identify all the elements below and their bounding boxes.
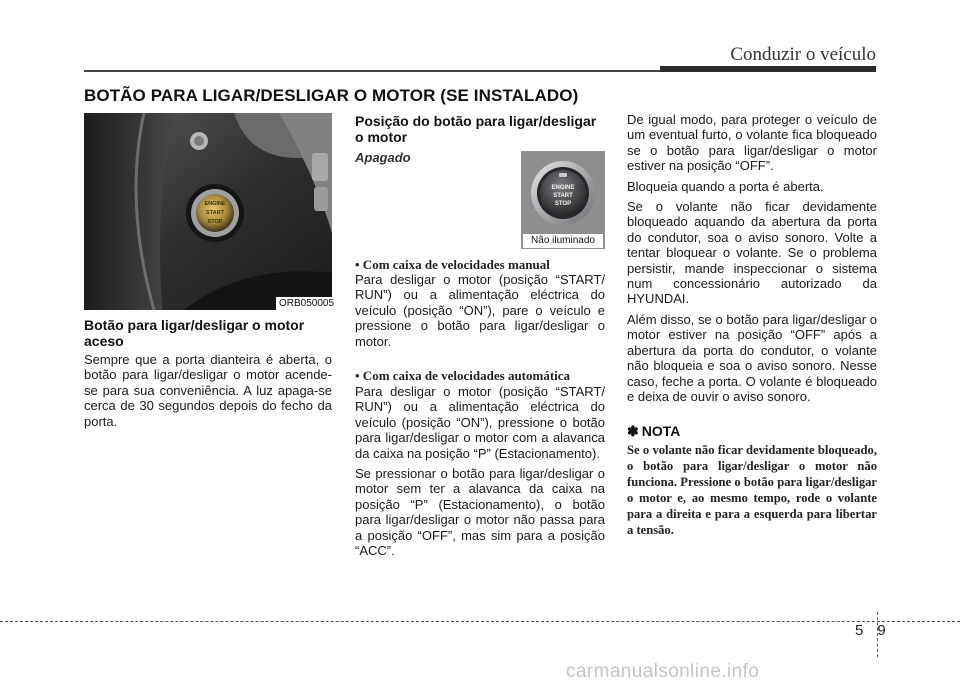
dashboard-photo [84,113,332,310]
page-number [855,622,886,639]
button-line-engine: ENGINE [551,185,575,191]
col3-paragraph: Além disso, se o botão para ligar/desligar o motor estiver na posição “OFF” após a abertura da porta do condutor, o volante não bloqueia e soa o aviso sonoro. Nesse caso, feche a porta. O volante é bloqueado e deixa de ouvir o aviso sonoro. [627,311,877,404]
manual-paragraph: Para desligar o motor (posição “START/ RUN”) ou a alimentação eléctrica do veículo (posição “ON”), pare o veículo e pressione o botão para ligar/desligar o motor. [355,272,605,349]
note-text: Se o volante não ficar devidamente bloqueado, o botão para ligar/desligar o motor não funciona. Pressione o botão para ligar/desligar o motor e, ao mesmo tempo, rode o volante para a direita e para a esquerda para libertar a tensão. [627,443,877,537]
auto-paragraph: Se pressionar o botão para ligar/desligar o motor sem ter a alavanca da caixa na posição “P” (Estacionamento), o botão para ligar/desligar o motor não passa para a posição “OFF”, mas sim para a posição “ACC”. [355,466,605,559]
col2-manual-body [355,272,605,354]
note-heading [627,423,680,440]
status-label: Apagado [355,150,411,165]
footer-rule [0,621,960,622]
svg-text:START: START [206,210,224,216]
bullet-automatic: • Com caixa de velocidades automática [355,368,571,383]
page-heading: BOTÃO PARA LIGAR/DESLIGAR O MOTOR (SE INSTALADO) [84,86,579,105]
col1-subheading: Botão para ligar/desligar o motor aceso [84,317,305,349]
button-caption: Não iluminado [523,234,603,248]
col1-paragraph: Sempre que a porta dianteira é aberta, o botão para ligar/desligar o motor acende-se para sua conveniência. A luz apaga-se cerca de 30 segundos depois do fecho da porta. [84,352,332,429]
col2-auto-body [355,384,605,563]
page-section-number: 5 [855,622,864,639]
photo-code: ORB050005 [276,297,337,310]
dashboard-illustration [84,113,332,310]
col1-body [84,352,332,434]
header-rule [84,70,660,72]
button-line-start: START [553,193,573,199]
bullet-manual: • Com caixa de velocidades manual [355,257,550,272]
svg-text:STOP: STOP [207,219,223,225]
col3-paragraph: De igual modo, para proteger o veículo de um eventual furto, o volante fica bloqueado se o botão para ligar/desligar o motor estiver na posição “OFF”. [627,112,877,174]
header-bar [660,66,876,72]
page-number-divider [877,612,878,657]
col3-paragraph: Se o volante não ficar devidamente bloqueado aquando da abertura da porta do condutor, soa o aviso sonoro. Volte a tentar bloquear o volante. Se o problema persistir, mande inspeccionar o sistema num concessionário autorizado da HYUNDAI. [627,199,877,307]
asterisk-icon: ✽ [627,423,639,439]
svg-text:ENGINE: ENGINE [204,201,226,207]
button-line-stop: STOP [554,201,572,207]
col2-subheading: Posição do botão para ligar/desligar o motor [355,113,597,145]
col3-body [627,112,877,409]
section-title: Conduzir o veículo [730,44,876,65]
page-number-value: 9 [877,622,886,639]
watermark: carmanualsonline.info [566,661,760,682]
col3-paragraph: Bloqueia quando a porta é aberta. [627,178,824,194]
auto-paragraph: Para desligar o motor (posição “START/ RUN”) ou a alimentação eléctrica do veículo (posição “ON”), pressione o botão para ligar/desligar o motor com a alavanca da caixa na posição “P” (Estacionamento). [355,384,605,461]
note-title: NOTA [641,423,681,439]
